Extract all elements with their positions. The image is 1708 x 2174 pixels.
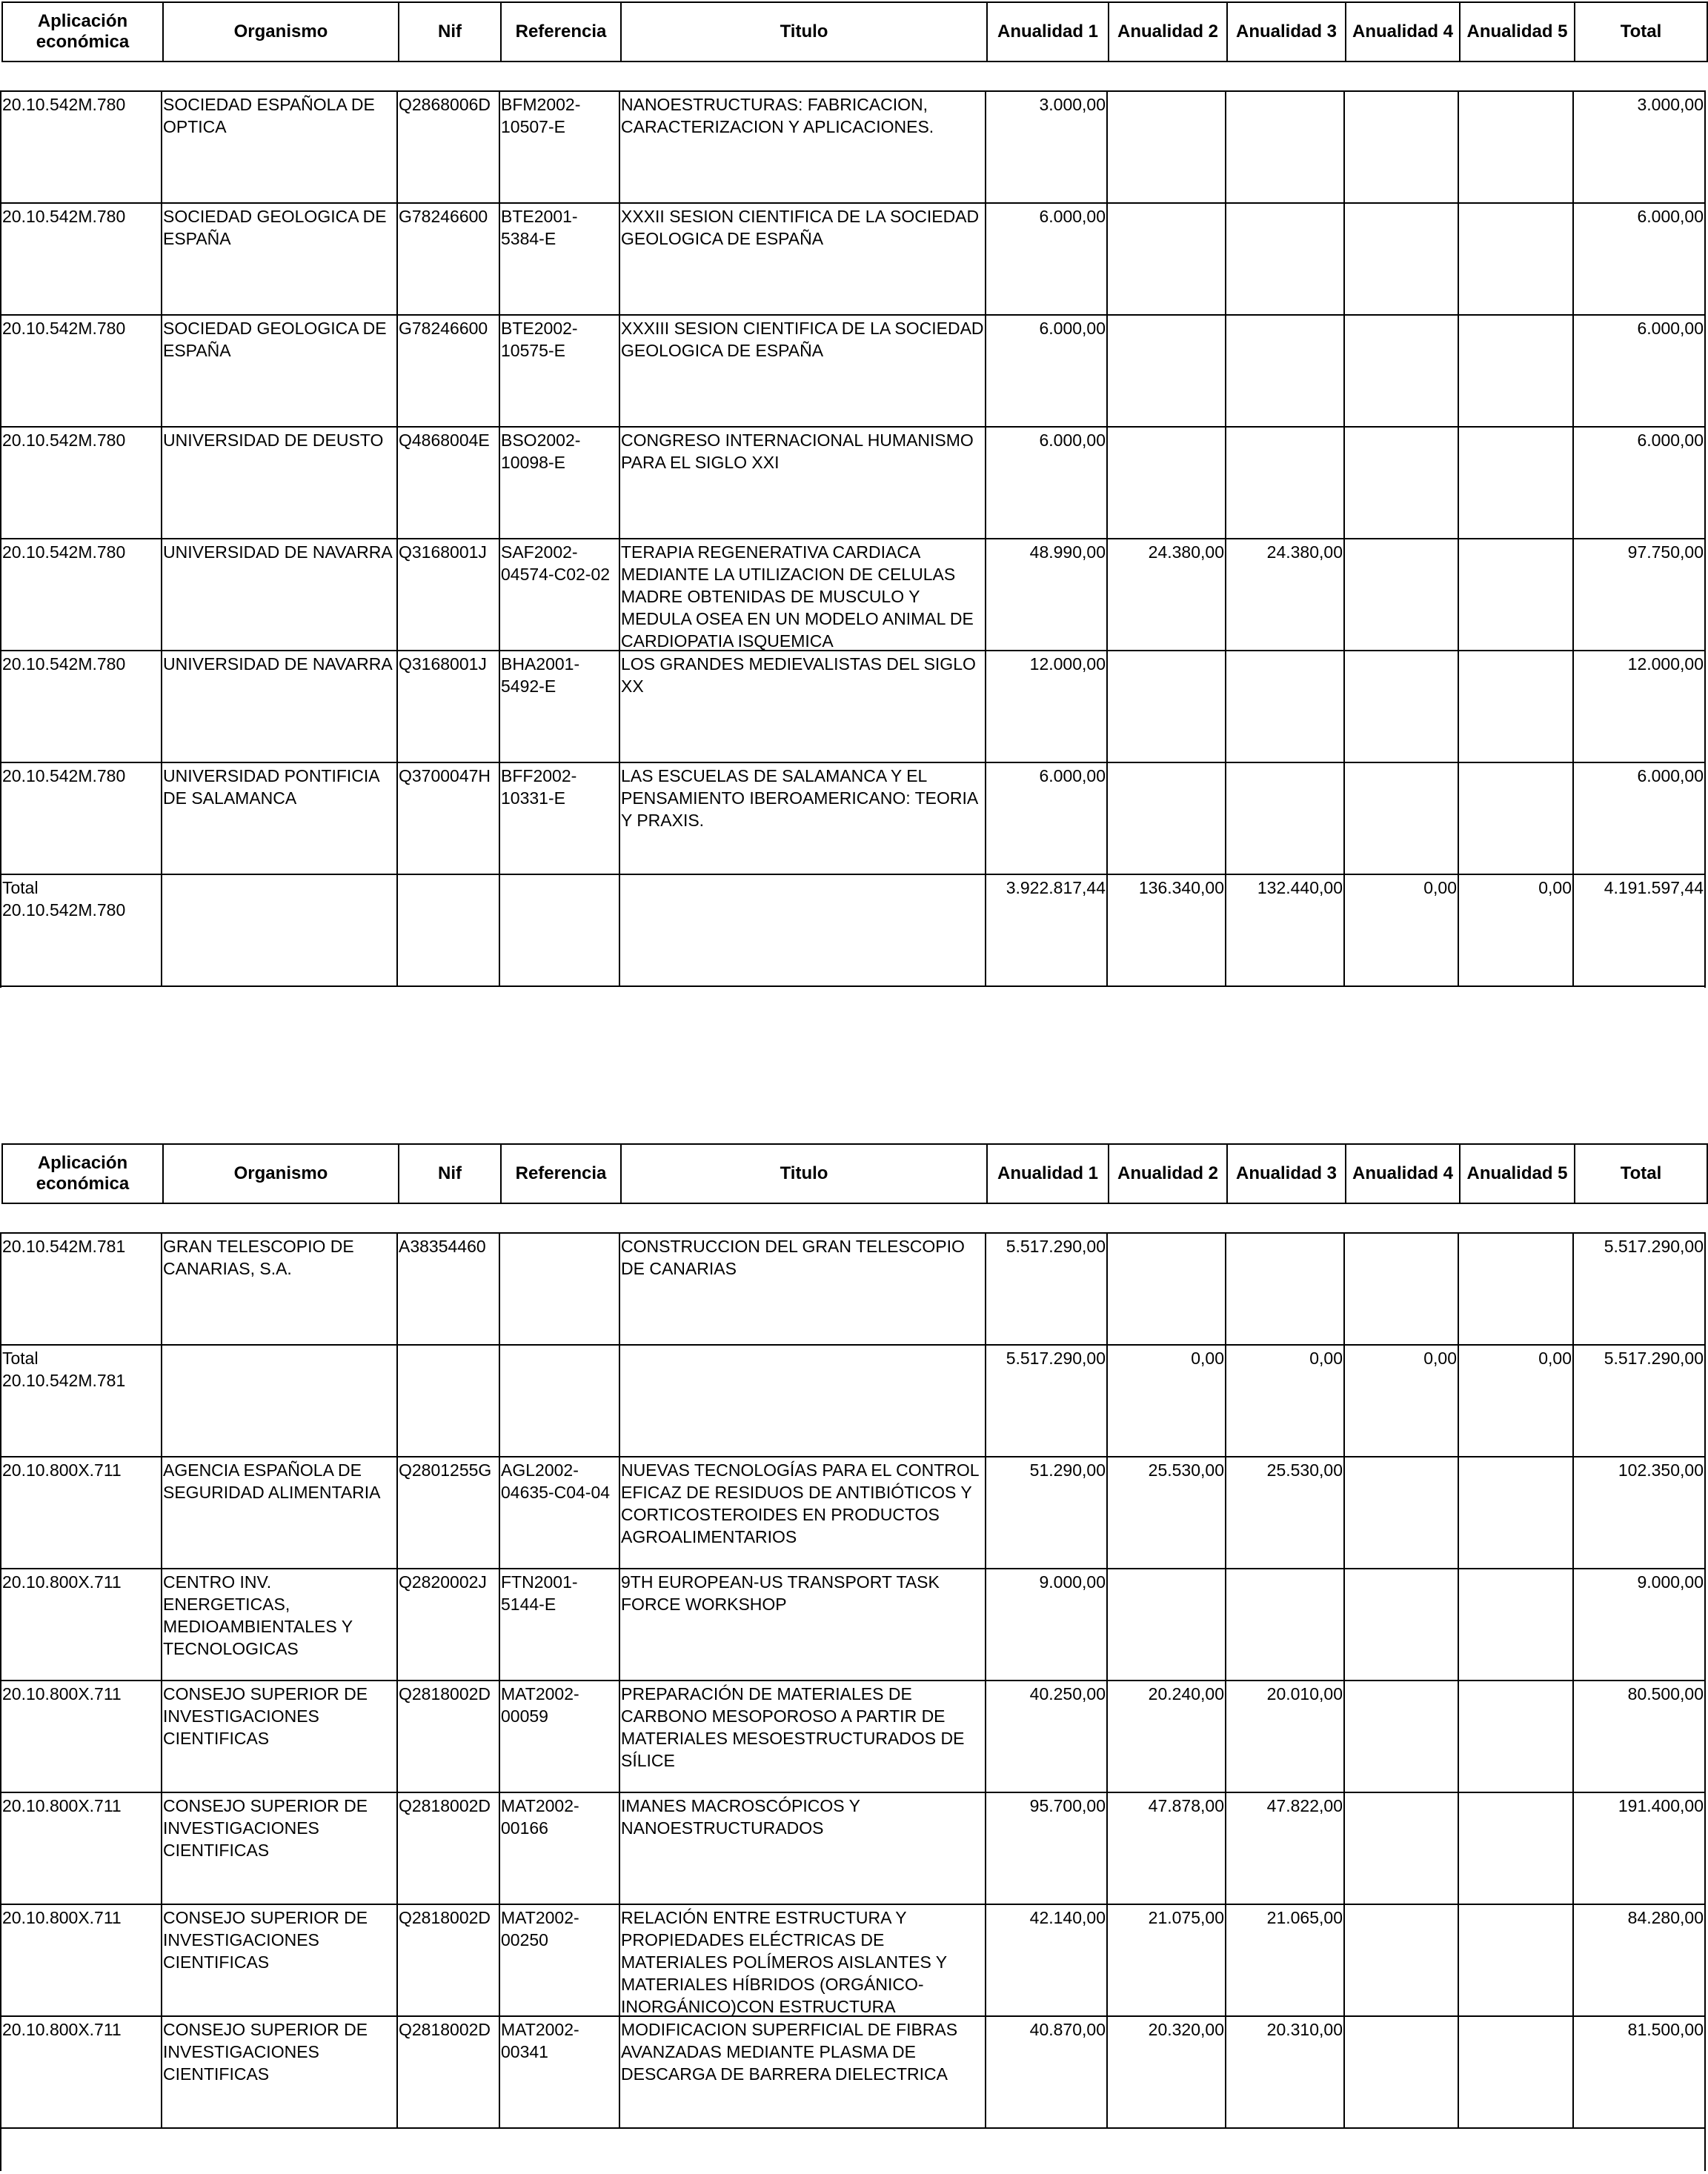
cell-referencia bbox=[500, 1234, 620, 1344]
cell-nif: Q4868004E bbox=[398, 428, 500, 538]
table-row bbox=[1, 539, 1704, 651]
cell-nif: Q3700047H bbox=[398, 763, 500, 874]
col-header-organismo: Organismo bbox=[164, 1145, 399, 1203]
cell-nif bbox=[398, 1346, 500, 1456]
cell-total: 80.500,00 bbox=[1627, 1684, 1704, 1703]
cell-aplicacion: Total 20.10.542M.780 bbox=[1, 875, 162, 985]
cell-a4 bbox=[1345, 92, 1459, 202]
cell-total: 6.000,00 bbox=[1637, 766, 1704, 785]
table-row bbox=[1, 1681, 1704, 1793]
cell-a5 bbox=[1459, 1569, 1574, 1680]
cell-organismo: SOCIEDAD GEOLOGICA DE ESPAÑA bbox=[162, 204, 398, 314]
cell-a2: 25.530,00 bbox=[1108, 1457, 1226, 1568]
cell-titulo: XXXIII SESION CIENTIFICA DE LA SOCIEDAD GEOLOGICA DE ESPAÑA bbox=[620, 316, 986, 426]
cell-a1: 95.700,00 bbox=[986, 1793, 1108, 1904]
col-header-anualidad1: Anualidad 1 bbox=[988, 3, 1109, 61]
cell-organismo: GRAN TELESCOPIO DE CANARIAS, S.A. bbox=[162, 1234, 398, 1344]
cell-nif: Q2818002D bbox=[398, 1793, 500, 1904]
cell-nif: Q2818002D bbox=[398, 1681, 500, 1792]
cell-a3: 47.822,00 bbox=[1226, 1793, 1345, 1904]
cell-referencia: MAT2002-00341 bbox=[500, 2017, 620, 2127]
cell-nif: Q3168001J bbox=[398, 539, 500, 650]
cell-a1: 40.870,00 bbox=[986, 2017, 1108, 2127]
cell-total: 6.000,00 bbox=[1637, 431, 1704, 450]
cell-organismo: UNIVERSIDAD DE DEUSTO bbox=[162, 428, 398, 538]
cell-aplicacion: 20.10.800X.711 bbox=[1, 1681, 162, 1792]
cell-a4 bbox=[1345, 1681, 1459, 1792]
cell-a1: 6.000,00 bbox=[986, 204, 1108, 314]
cell-a3: 20.310,00 bbox=[1226, 2017, 1345, 2127]
cell-a4 bbox=[1345, 316, 1459, 426]
cell-a3: 24.380,00 bbox=[1226, 539, 1345, 650]
cell-referencia: FTN2001-5144-E bbox=[500, 1569, 620, 1680]
cell-nif: Q2820002J bbox=[398, 1569, 500, 1680]
cell-titulo: TERAPIA REGENERATIVA CARDIACA MEDIANTE LA UTILIZACION DE CELULAS MADRE OBTENIDAS DE MUSCULO Y MEDULA OSEA EN UN MODELO ANIMAL DE CARDIOPATIA ISQUEMICA bbox=[620, 539, 986, 650]
cell-titulo: CONSTRUCCION DEL GRAN TELESCOPIO DE CANARIAS bbox=[620, 1234, 986, 1344]
cell-aplicacion: 20.10.542M.780 bbox=[1, 651, 162, 762]
cell-total: 102.350,00 bbox=[1618, 1460, 1704, 1480]
cell-a1: 6.000,00 bbox=[986, 428, 1108, 538]
cell-total: 81.500,00 bbox=[1627, 2020, 1704, 2039]
cell-titulo: NUEVAS TECNOLOGÍAS PARA EL CONTROL EFICAZ DE RESIDUOS DE ANTIBIÓTICOS Y CORTICOSTEROIDES EN PRODUCTOS AGROALIMENTARIOS bbox=[620, 1457, 986, 1568]
cell-a3: 25.530,00 bbox=[1226, 1457, 1345, 1568]
cell-a3: 20.010,00 bbox=[1226, 1681, 1345, 1792]
col-header-aplicacion: Aplicación económica bbox=[3, 1145, 164, 1203]
cell-a3: 21.065,00 bbox=[1226, 1905, 1345, 2015]
cell-a4 bbox=[1345, 1569, 1459, 1680]
cell-a5 bbox=[1459, 651, 1574, 762]
table-row bbox=[1, 875, 1704, 987]
table-header bbox=[1, 1143, 1708, 1204]
cell-a4 bbox=[1345, 1793, 1459, 1904]
col-header-referencia: Referencia bbox=[502, 3, 622, 61]
cell-aplicacion: 20.10.542M.780 bbox=[1, 204, 162, 314]
cell-organismo: SOCIEDAD GEOLOGICA DE ESPAÑA bbox=[162, 316, 398, 426]
cell-total: 5.517.290,00 bbox=[1604, 1349, 1704, 1368]
cell-titulo: MODIFICACION SUPERFICIAL DE FIBRAS AVANZADAS MEDIANTE PLASMA DE DESCARGA DE BARRERA DIELECTRICA bbox=[620, 2017, 986, 2127]
table-header bbox=[1, 1, 1708, 62]
cell-aplicacion: 20.10.542M.780 bbox=[1, 763, 162, 874]
cell-a2: 24.380,00 bbox=[1108, 539, 1226, 650]
cell-total: 9.000,00 bbox=[1637, 1572, 1704, 1592]
table-row bbox=[1, 428, 1704, 539]
cell-a1: 5.517.290,00 bbox=[986, 1346, 1108, 1456]
cell-a5 bbox=[1459, 316, 1574, 426]
cell-a4 bbox=[1345, 2017, 1459, 2127]
cell-a5 bbox=[1459, 2017, 1574, 2127]
cell-a3 bbox=[1226, 763, 1345, 874]
cell-a2: 20.320,00 bbox=[1108, 2017, 1226, 2127]
col-header-anualidad5: Anualidad 5 bbox=[1461, 3, 1575, 61]
cell-a2: 20.240,00 bbox=[1108, 1681, 1226, 1792]
table-body-1 bbox=[0, 90, 1706, 988]
cell-a4 bbox=[1345, 1905, 1459, 2015]
cell-a5 bbox=[1459, 539, 1574, 650]
cell-organismo: UNIVERSIDAD PONTIFICIA DE SALAMANCA bbox=[162, 763, 398, 874]
cell-titulo: IMANES MACROSCÓPICOS Y NANOESTRUCTURADOS bbox=[620, 1793, 986, 1904]
cell-nif bbox=[398, 875, 500, 985]
cell-a3: 132.440,00 bbox=[1226, 875, 1345, 985]
cell-a4 bbox=[1345, 651, 1459, 762]
cell-organismo: CONSEJO SUPERIOR DE INVESTIGACIONES CIENTIFICAS bbox=[162, 1681, 398, 1792]
cell-a3 bbox=[1226, 651, 1345, 762]
cell-titulo: LAS ESCUELAS DE SALAMANCA Y EL PENSAMIENTO IBEROAMERICANO: TEORIA Y PRAXIS. bbox=[620, 763, 986, 874]
cell-a5 bbox=[1459, 1793, 1574, 1904]
col-header-titulo: Titulo bbox=[622, 1145, 988, 1203]
cell-aplicacion: Total 20.10.542M.781 bbox=[1, 1346, 162, 1456]
cell-titulo: LOS GRANDES MEDIEVALISTAS DEL SIGLO XX bbox=[620, 651, 986, 762]
cell-referencia: BFF2002-10331-E bbox=[500, 763, 620, 874]
cell-a4 bbox=[1345, 428, 1459, 538]
cell-a1: 3.922.817,44 bbox=[986, 875, 1108, 985]
cell-a2 bbox=[1108, 428, 1226, 538]
cell-a1: 51.290,00 bbox=[986, 1457, 1108, 1568]
table-row bbox=[1, 1569, 1704, 1681]
col-header-organismo: Organismo bbox=[164, 3, 399, 61]
cell-nif: Q2801255G bbox=[398, 1457, 500, 1568]
cell-titulo: NANOESTRUCTURAS: FABRICACION, CARACTERIZACION Y APLICACIONES. bbox=[620, 92, 986, 202]
cell-a4: 0,00 bbox=[1345, 1346, 1459, 1456]
cell-a4 bbox=[1345, 539, 1459, 650]
cell-aplicacion: 20.10.542M.780 bbox=[1, 428, 162, 538]
cell-nif: G78246600 bbox=[398, 204, 500, 314]
col-header-anualidad3: Anualidad 3 bbox=[1228, 1145, 1346, 1203]
cell-a1: 48.990,00 bbox=[986, 539, 1108, 650]
cell-referencia: BTE2002-10575-E bbox=[500, 316, 620, 426]
cell-a4 bbox=[1345, 763, 1459, 874]
cell-aplicacion: 20.10.800X.711 bbox=[1, 1793, 162, 1904]
cell-nif: Q2868006D bbox=[398, 92, 500, 202]
cell-titulo: XXXII SESION CIENTIFICA DE LA SOCIEDAD GEOLOGICA DE ESPAÑA bbox=[620, 204, 986, 314]
col-header-titulo: Titulo bbox=[622, 3, 988, 61]
col-header-aplicacion: Aplicación económica bbox=[3, 3, 164, 61]
cell-organismo: CENTRO INV. ENERGETICAS, MEDIOAMBIENTALES Y TECNOLOGICAS bbox=[162, 1569, 398, 1680]
cell-titulo: RELACIÓN ENTRE ESTRUCTURA Y PROPIEDADES ELÉCTRICAS DE MATERIALES POLÍMEROS AISLANTES Y MATERIALES HÍBRIDOS (ORGÁNICO-INORGÁNICO)CON ESTRUCTURA bbox=[620, 1905, 986, 2015]
cell-a1: 12.000,00 bbox=[986, 651, 1108, 762]
col-header-anualidad4: Anualidad 4 bbox=[1346, 3, 1461, 61]
col-header-nif: Nif bbox=[399, 1145, 502, 1203]
cell-a5: 0,00 bbox=[1459, 875, 1574, 985]
cell-nif: Q3168001J bbox=[398, 651, 500, 762]
table-row bbox=[1, 316, 1704, 428]
cell-total: 12.000,00 bbox=[1627, 654, 1704, 674]
col-header-total: Total bbox=[1620, 21, 1662, 41]
cell-nif: A38354460 bbox=[398, 1234, 500, 1344]
cell-a5 bbox=[1459, 1681, 1574, 1792]
cell-a2 bbox=[1108, 92, 1226, 202]
cell-a2 bbox=[1108, 316, 1226, 426]
cell-a2 bbox=[1108, 763, 1226, 874]
cell-a3 bbox=[1226, 204, 1345, 314]
cell-a3: 0,00 bbox=[1226, 1346, 1345, 1456]
cell-organismo bbox=[162, 875, 398, 985]
col-header-total: Total bbox=[1620, 1163, 1662, 1183]
cell-a1: 3.000,00 bbox=[986, 92, 1108, 202]
col-header-anualidad4: Anualidad 4 bbox=[1346, 1145, 1461, 1203]
cell-organismo bbox=[162, 1346, 398, 1456]
cell-a5 bbox=[1459, 1234, 1574, 1344]
cell-aplicacion: 20.10.800X.711 bbox=[1, 1905, 162, 2015]
cell-a5 bbox=[1459, 763, 1574, 874]
col-header-anualidad2: Anualidad 2 bbox=[1109, 1145, 1228, 1203]
cell-aplicacion: 20.10.542M.780 bbox=[1, 539, 162, 650]
cell-aplicacion: 20.10.800X.711 bbox=[1, 1457, 162, 1568]
cell-a1: 6.000,00 bbox=[986, 763, 1108, 874]
cell-titulo: PREPARACIÓN DE MATERIALES DE CARBONO MESOPOROSO A PARTIR DE MATERIALES MESOESTRUCTURADOS DE SÍLICE bbox=[620, 1681, 986, 1792]
cell-aplicacion: 20.10.800X.711 bbox=[1, 2017, 162, 2127]
cell-a2: 47.878,00 bbox=[1108, 1793, 1226, 1904]
cell-total: 6.000,00 bbox=[1637, 319, 1704, 338]
cell-titulo bbox=[620, 1346, 986, 1456]
cell-titulo: CONGRESO INTERNACIONAL HUMANISMO PARA EL SIGLO XXI bbox=[620, 428, 986, 538]
cell-a1: 6.000,00 bbox=[986, 316, 1108, 426]
cell-nif: Q2818002D bbox=[398, 1905, 500, 2015]
cell-a3 bbox=[1226, 92, 1345, 202]
cell-a3 bbox=[1226, 1569, 1345, 1680]
cell-nif: Q2818002D bbox=[398, 2017, 500, 2127]
cell-organismo: CONSEJO SUPERIOR DE INVESTIGACIONES CIENTIFICAS bbox=[162, 1793, 398, 1904]
cell-a2 bbox=[1108, 204, 1226, 314]
cell-referencia: MAT2002-00059 bbox=[500, 1681, 620, 1792]
cell-a5: 0,00 bbox=[1459, 1346, 1574, 1456]
col-header-anualidad3: Anualidad 3 bbox=[1228, 3, 1346, 61]
cell-a3 bbox=[1226, 1234, 1345, 1344]
cell-a2: 21.075,00 bbox=[1108, 1905, 1226, 2015]
table-row bbox=[1, 763, 1704, 875]
cell-a4 bbox=[1345, 1234, 1459, 1344]
cell-a5 bbox=[1459, 1905, 1574, 2015]
cell-a3 bbox=[1226, 428, 1345, 538]
cell-a4: 0,00 bbox=[1345, 875, 1459, 985]
cell-organismo: CONSEJO SUPERIOR DE INVESTIGACIONES CIENTIFICAS bbox=[162, 1905, 398, 2015]
cell-referencia: AGL2002-04635-C04-04 bbox=[500, 1457, 620, 1568]
col-header-anualidad5: Anualidad 5 bbox=[1461, 1145, 1575, 1203]
cell-aplicacion: 20.10.542M.781 bbox=[1, 1234, 162, 1344]
cell-a2 bbox=[1108, 651, 1226, 762]
table-row bbox=[1, 92, 1704, 204]
cell-a1: 40.250,00 bbox=[986, 1681, 1108, 1792]
col-header-anualidad2: Anualidad 2 bbox=[1109, 3, 1228, 61]
cell-a1: 9.000,00 bbox=[986, 1569, 1108, 1680]
cell-referencia: MAT2002-00166 bbox=[500, 1793, 620, 1904]
cell-organismo: SOCIEDAD ESPAÑOLA DE OPTICA bbox=[162, 92, 398, 202]
table-row bbox=[1, 651, 1704, 763]
cell-a2: 0,00 bbox=[1108, 1346, 1226, 1456]
cell-a1: 5.517.290,00 bbox=[986, 1234, 1108, 1344]
cell-referencia: BHA2001-5492-E bbox=[500, 651, 620, 762]
cell-a2 bbox=[1108, 1234, 1226, 1344]
cell-a5 bbox=[1459, 92, 1574, 202]
cell-referencia bbox=[500, 875, 620, 985]
cell-total: 97.750,00 bbox=[1627, 542, 1704, 562]
table-row bbox=[1, 204, 1704, 316]
cell-a5 bbox=[1459, 204, 1574, 314]
cell-a2: 136.340,00 bbox=[1108, 875, 1226, 985]
cell-titulo bbox=[620, 875, 986, 985]
cell-a5 bbox=[1459, 1457, 1574, 1568]
cell-a5 bbox=[1459, 428, 1574, 538]
cell-total: 4.191.597,44 bbox=[1604, 878, 1704, 897]
col-header-anualidad1: Anualidad 1 bbox=[988, 1145, 1109, 1203]
cell-referencia: SAF2002-04574-C02-02 bbox=[500, 539, 620, 650]
cell-a2 bbox=[1108, 1569, 1226, 1680]
cell-organismo: UNIVERSIDAD DE NAVARRA bbox=[162, 651, 398, 762]
table-body-2 bbox=[0, 1232, 1706, 2171]
cell-referencia: BTE2001-5384-E bbox=[500, 204, 620, 314]
col-header-nif: Nif bbox=[399, 3, 502, 61]
cell-referencia: BSO2002-10098-E bbox=[500, 428, 620, 538]
cell-a4 bbox=[1345, 1457, 1459, 1568]
table-row bbox=[1, 1793, 1704, 1905]
cell-total: 191.400,00 bbox=[1618, 1796, 1704, 1815]
cell-referencia: MAT2002-00250 bbox=[500, 1905, 620, 2015]
cell-referencia: BFM2002-10507-E bbox=[500, 92, 620, 202]
cell-total: 6.000,00 bbox=[1637, 207, 1704, 226]
table-row bbox=[1, 1346, 1704, 1457]
table-row bbox=[1, 1457, 1704, 1569]
table-row bbox=[1, 1905, 1704, 2017]
cell-total: 5.517.290,00 bbox=[1604, 1237, 1704, 1256]
cell-a1: 42.140,00 bbox=[986, 1905, 1108, 2015]
cell-aplicacion: 20.10.800X.711 bbox=[1, 1569, 162, 1680]
table-row bbox=[1, 1234, 1704, 1346]
cell-total: 84.280,00 bbox=[1627, 1908, 1704, 1927]
cell-a4 bbox=[1345, 204, 1459, 314]
cell-total: 3.000,00 bbox=[1637, 95, 1704, 114]
cell-nif: G78246600 bbox=[398, 316, 500, 426]
cell-a3 bbox=[1226, 316, 1345, 426]
cell-titulo: 9TH EUROPEAN-US TRANSPORT TASK FORCE WORKSHOP bbox=[620, 1569, 986, 1680]
cell-aplicacion: 20.10.542M.780 bbox=[1, 92, 162, 202]
cell-referencia bbox=[500, 1346, 620, 1456]
cell-organismo: AGENCIA ESPAÑOLA DE SEGURIDAD ALIMENTARIA bbox=[162, 1457, 398, 1568]
cell-aplicacion: 20.10.542M.780 bbox=[1, 316, 162, 426]
table-row bbox=[1, 2017, 1704, 2129]
cell-organismo: UNIVERSIDAD DE NAVARRA bbox=[162, 539, 398, 650]
col-header-referencia: Referencia bbox=[502, 1145, 622, 1203]
cell-organismo: CONSEJO SUPERIOR DE INVESTIGACIONES CIENTIFICAS bbox=[162, 2017, 398, 2127]
